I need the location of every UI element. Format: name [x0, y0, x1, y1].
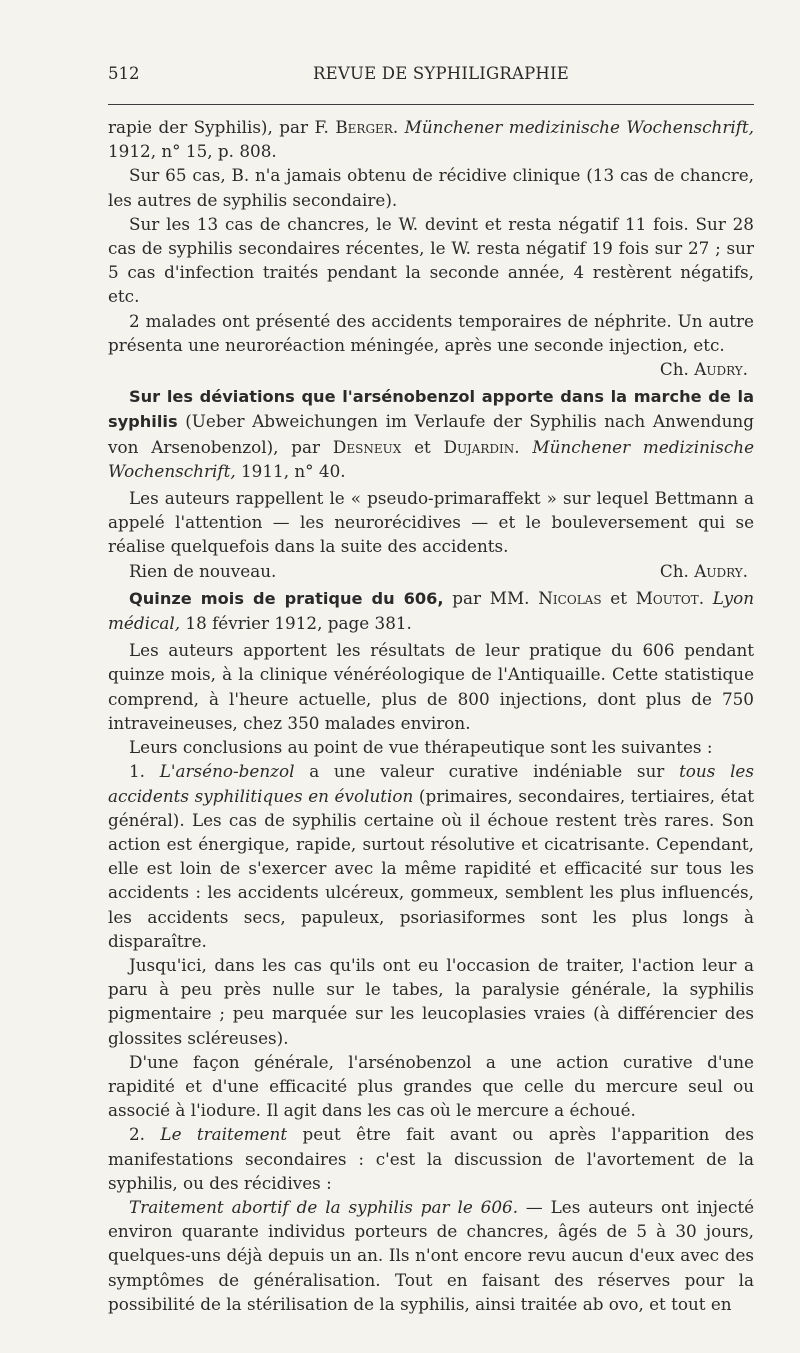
- journal-title: Münchener medizinische Wochenschrift,: [404, 117, 754, 137]
- paragraph: rapie der Syphilis), par F. Berger. Münchener medizinische Wochenschrift, 1912, n° 15, p. 808.: [108, 117, 754, 162]
- article-heading: Quinze mois de pratique du 606,: [129, 588, 444, 608]
- article-heading: Sur les déviations que l'arsénobenzol apporte dans la marche de la syphilis: [108, 387, 754, 432]
- paragraph: Sur les 13 cas de chancres, le W. devint et resta négatif 11 fois. Sur 28 cas de syphilis secondaires récentes, le W. resta négatif 19 fois sur 27 ; sur 5 cas d'infection traités pendant la seconde année, 4 restèrent négatifs, etc.: [108, 213, 754, 307]
- paragraph: Leurs conclusions au point de vue thérapeutique sont les suivantes :: [129, 737, 713, 758]
- article-entry: Sur les déviations que l'arsénobenzol apporte dans la marche de la syphilis (Ueber Abweichungen im Verlaufe der Syphilis nach Anwendung von Arsenobenzol), par Desneux et Dujardin. Münchener medizinische Wochenschrift, 1911, n° 40.: [108, 387, 754, 481]
- article-entry: Quinze mois de pratique du 606, par MM. Nicolas et Moutot. Lyon médical, 18 février 1912, page 381.: [108, 587, 755, 634]
- paragraph: Jusqu'ici, dans les cas qu'ils ont eu l'occasion de traiter, l'action leur a paru à peu près nulle sur le tabes, la paralysie générale, la syphilis pigmentaire ; peu marquée sur les leucoplasies vraies (à différencier des glossites scléreuses).: [108, 954, 754, 1048]
- running-title: REVUE DE SYPHILIGRAPHIE: [313, 64, 569, 83]
- paragraph: 2 malades ont présenté des accidents temporaires de néphrite. Un autre présenta une neuroréaction méningée, après une seconde injection, etc.: [108, 310, 754, 355]
- paragraph: Rien de nouveau.: [129, 560, 277, 581]
- header-rule: [108, 104, 754, 105]
- author-name: Desneux: [332, 436, 402, 457]
- paragraph: Les auteurs rappellent le « pseudo-primaraffekt » sur lequel Bettmann a appelé l'attention — les neurorécidives — et le bouleversement qui se réalise quelquefois dans la suite des accidents.: [108, 488, 754, 557]
- signature: Ch. Audry.: [659, 560, 748, 581]
- paragraph: Traitement abortif de la syphilis par le 606. — Les auteurs ont injecté environ quarante individus porteurs de chancres, âgés de 5 à 30 jours, quelques-uns déjà depuis un an. Ils n'ont encore revu aucun d'eux avec des symptômes de généralisation. Tout en faisant des réserves pour la possibilité de la stérilisation de la syphilis, ainsi traitée ab ovo, et tout en: [108, 1196, 754, 1314]
- paragraph: Sur 65 cas, B. n'a jamais obtenu de récidive clinique (13 cas de chancre, les autres de syphilis secondaire).: [108, 165, 754, 210]
- numbered-paragraph: 1. L'arséno-benzol a une valeur curative indéniable sur tous les accidents syphilitiques en évolution (primaires, secondaires, tertiaires, état général). Les cas de syphilis certaine où il échoue restent très rares. Son action est énergique, rapide, surtout résolutive et cicatrisante. Cependant, elle est loin de s'exercer avec la même rapidité et efficacité sur tous les accidents : les accidents ulcéreux, gommeux, semblent les plus influencés, les accidents secs, papuleux, psoriasiformes sont les plus longs à disparaître.: [108, 761, 754, 951]
- author-name: Nicolas: [538, 587, 602, 608]
- journal-title: Lyon médical,: [108, 587, 755, 634]
- page-header: [108, 64, 754, 92]
- paragraph: Les auteurs apportent les résultats de leur pratique du 606 pendant quinze mois, à la clinique vénéréologique de l'Antiquaille. Cette statistique comprend, à l'heure actuelle, plus de 800 injections, dont plus de 750 intraveineuses, chez 350 malades environ.: [108, 640, 754, 733]
- author-name: Berger: [335, 117, 393, 137]
- body-text: [108, 115, 754, 1316]
- author-name: Moutot: [635, 587, 699, 608]
- numbered-paragraph: 2. Le traitement peut être fait avant ou après l'apparition des manifestations secondaires : c'est la discussion de l'avortement de la syphilis, ou des récidives :: [108, 1124, 754, 1193]
- page-number: 512: [108, 64, 140, 83]
- journal-title: Münchener medizinische Wochenschrift,: [108, 436, 754, 481]
- author-name: Dujardin: [443, 436, 515, 457]
- paragraph: D'une façon générale, l'arsénobenzol a une action curative d'une rapidité et d'une efficacité plus grandes que celle du mercure seul ou associé à l'iodure. Il agit dans les cas où le mercure a échoué.: [108, 1051, 754, 1121]
- signature: Ch. Audry.: [659, 359, 748, 380]
